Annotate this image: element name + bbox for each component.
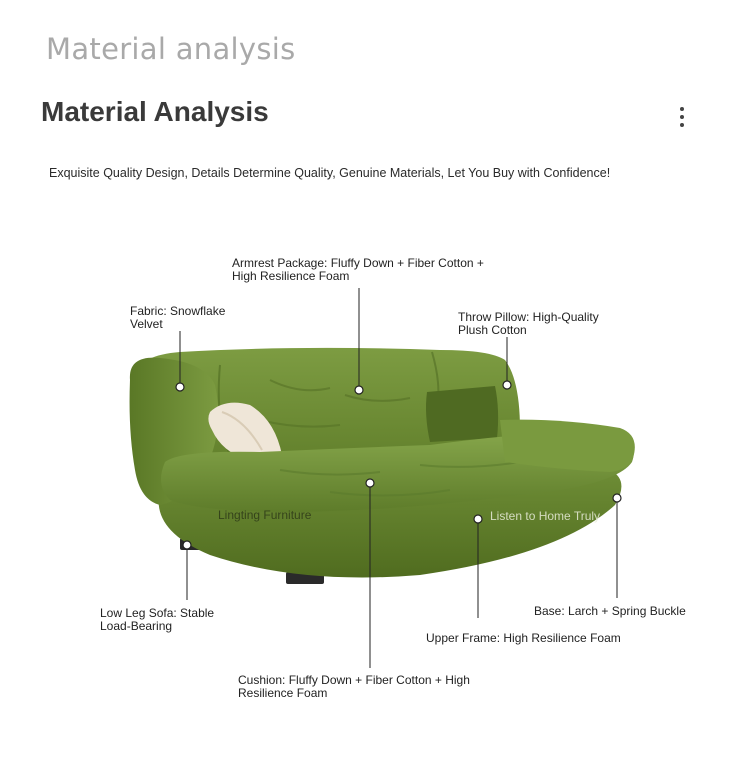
low-leg-label: Low Leg Sofa: Stable Load-Bearing (100, 606, 215, 633)
watermark-left: Lingting Furniture (218, 508, 312, 522)
throw-pillow (426, 386, 498, 442)
base-dot (613, 494, 621, 502)
section-title: Material analysis (46, 32, 296, 66)
fabric-label: Fabric: Snowflake Velvet (130, 304, 226, 331)
upper-frame-label: Upper Frame: High Resilience Foam (426, 631, 621, 645)
upper-frame-dot (474, 515, 482, 523)
cushion-label: Cushion: Fluffy Down + Fiber Cotton + High Resilience Foam (238, 673, 470, 700)
armrest-dot (355, 386, 363, 394)
fabric-dot (176, 383, 184, 391)
cushion-dot (366, 479, 374, 487)
armrest-label: Armrest Package: Fluffy Down + Fiber Cotton + High Resilience Foam (232, 256, 484, 283)
tagline: Exquisite Quality Design, Details Determine Quality, Genuine Materials, Let You Buy with Confidence! (49, 166, 611, 180)
watermark-right: Listen to Home Truly (490, 509, 601, 523)
throw-pillow-dot (503, 381, 511, 389)
low-leg-dot (183, 541, 191, 549)
base-label: Base: Larch + Spring Buckle (534, 604, 686, 618)
page-title: Material Analysis (41, 96, 269, 127)
throw-pillow-label: Throw Pillow: High-Quality Plush Cotton (458, 310, 599, 337)
